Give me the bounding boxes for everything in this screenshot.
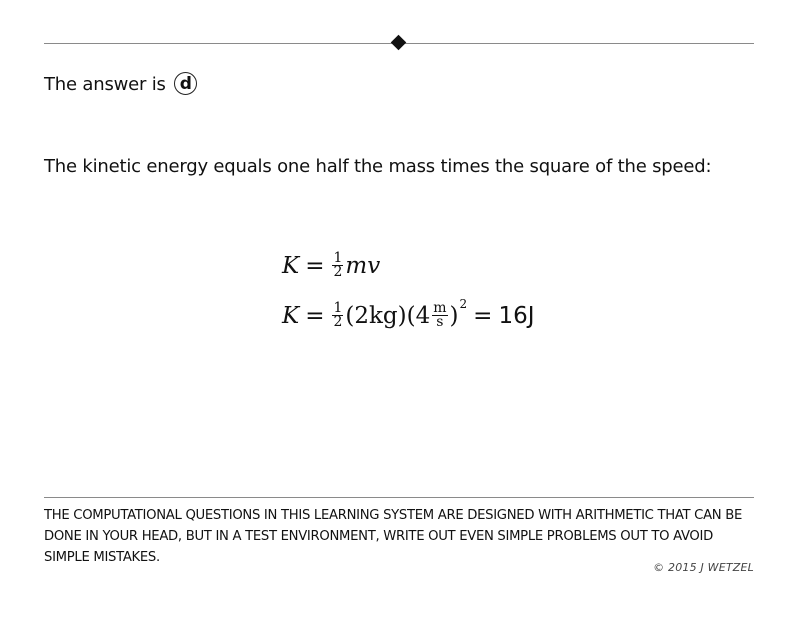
eq2-mass: (2kg) bbox=[345, 302, 407, 329]
copyright: © 2015 J WETZEL bbox=[653, 561, 754, 574]
bottom-divider bbox=[44, 497, 754, 498]
eq1-fraction: $\frac{1}{2}$ bbox=[333, 250, 343, 280]
answer-choice-badge: d bbox=[174, 72, 197, 95]
explanation-text: The kinetic energy equals one half the mass times the square of the speed: bbox=[44, 156, 712, 177]
eq2-unit-fraction: $\frac{m}{s}$ bbox=[433, 300, 447, 330]
footer-note: THE COMPUTATIONAL QUESTIONS IN THIS LEARNING SYSTEM ARE DESIGNED WITH ARITHMETIC THAT CAN BE DONE IN YOUR HEAD, BUT IN A TEST ENVIRONMENT, WRITE OUT EVEN SIMPLE PROBLEMS OUT TO AVOID SIMPLE MISTAKES. bbox=[44, 508, 743, 565]
diamond-ornament-icon bbox=[391, 35, 407, 51]
answer-prefix: The answer is bbox=[44, 74, 166, 95]
answer-line bbox=[44, 74, 197, 95]
equation-kinetic-energy-formula bbox=[282, 252, 380, 279]
eq2-equals-result: = bbox=[473, 302, 493, 329]
eq1-rhs: mv bbox=[345, 252, 381, 279]
eq1-equals: = bbox=[305, 252, 325, 279]
eq2-speed-open: (4 bbox=[406, 302, 431, 329]
eq2-exponent: 2 bbox=[459, 296, 468, 311]
eq1-lhs: K bbox=[282, 252, 300, 279]
eq2-result: 16J bbox=[498, 302, 535, 329]
eq2-lhs: K bbox=[282, 302, 300, 329]
eq2-fraction: $\frac{1}{2}$ bbox=[333, 300, 343, 330]
equation-kinetic-energy-calculation bbox=[282, 296, 535, 330]
eq2-speed-close: ) bbox=[449, 302, 459, 329]
eq2-equals: = bbox=[305, 302, 325, 329]
